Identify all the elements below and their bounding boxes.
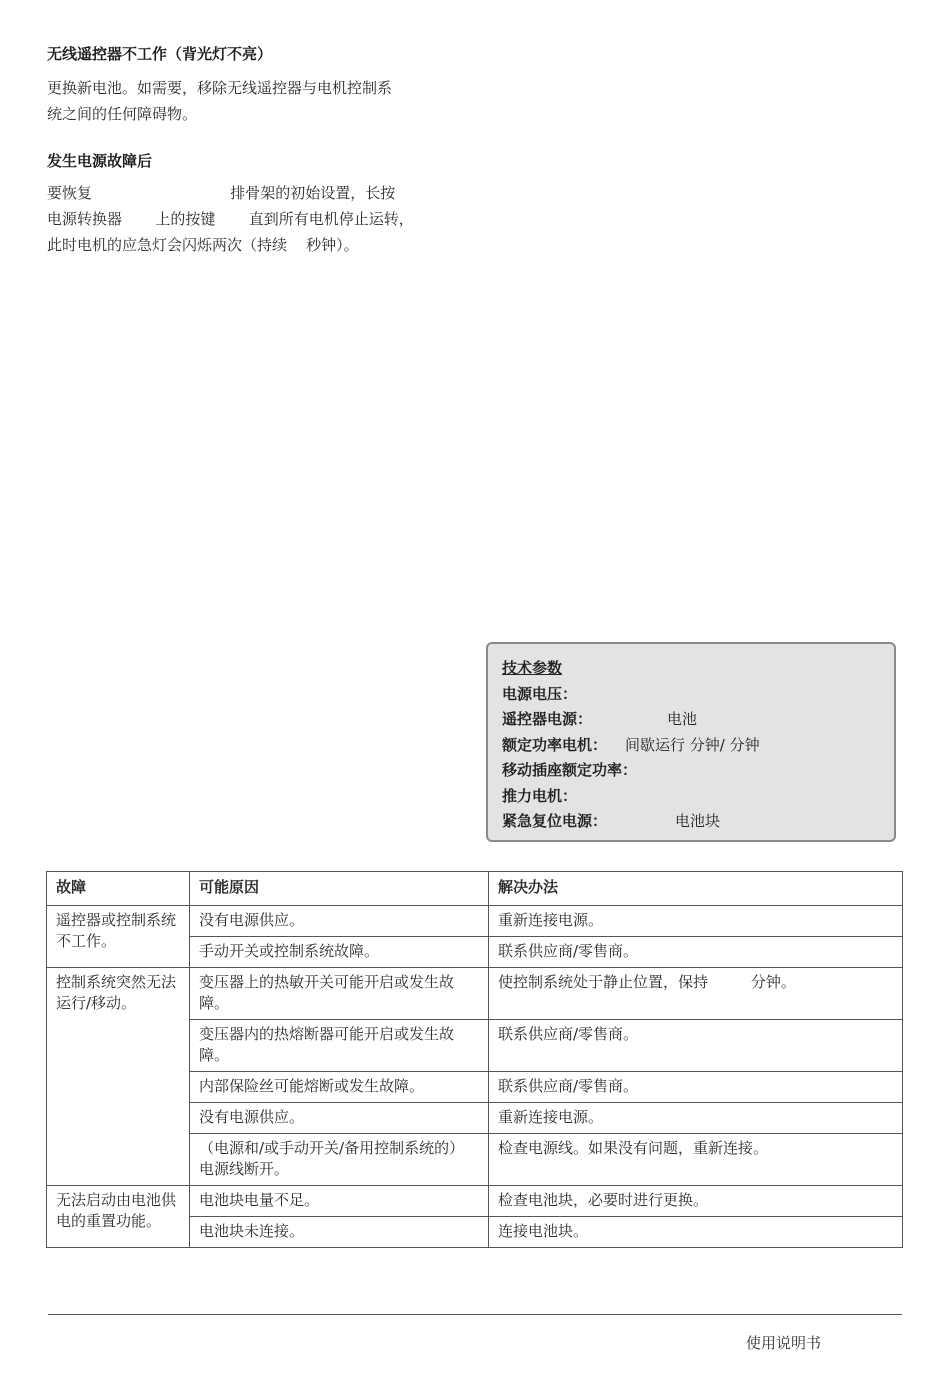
tech-spec-box [486, 642, 896, 842]
cause-cell: 内部保险丝可能熔断或发生故障。 [190, 1072, 489, 1103]
section-text-remote [47, 75, 477, 127]
text-line: 电源转换器 上的按键 直到所有电机停止运转， [47, 210, 414, 228]
spec-title: 技术参数 [502, 659, 563, 677]
spec-label: 紧急复位电源： [502, 812, 608, 830]
cause-cell: 手动开关或控制系统故障。 [190, 937, 489, 968]
solution-cell: 使控制系统处于静止位置，保持 分钟。 [489, 968, 903, 1020]
spec-value: 电池 [667, 710, 698, 728]
table-header-row [47, 872, 903, 906]
cause-cell: 电池块电量不足。 [190, 1186, 489, 1217]
solution-cell: 连接电池块。 [489, 1217, 903, 1248]
spec-value: 电池块 [675, 812, 721, 830]
spec-label: 电源电压： [502, 684, 578, 703]
cause-cell: （电源和/或手动开关/备用控制系统的）电源线断开。 [190, 1134, 489, 1186]
footer-manual-label: 使用说明书 [746, 1334, 822, 1352]
table-row [47, 906, 903, 937]
fault-cell: 无法启动由电池供电的重置功能。 [47, 1186, 190, 1248]
table-row [47, 968, 903, 1020]
fault-cell: 控制系统突然无法运行/移动。 [47, 968, 190, 1186]
table-row [47, 1186, 903, 1217]
spec-row-voltage [502, 682, 880, 708]
text-line: 更换新电池。如需要，移除无线遥控器与电机控制系 [47, 79, 393, 97]
spec-row-emergency-power [502, 809, 880, 835]
cause-cell: 变压器内的热熔断器可能开启或发生故障。 [190, 1020, 489, 1072]
solution-cell: 检查电源线。如果没有问题，重新连接。 [489, 1134, 903, 1186]
spec-label: 遥控器电源： [502, 710, 593, 728]
section-title-remote: 无线遥控器不工作（背光灯不亮） [47, 45, 273, 63]
solution-cell: 重新连接电源。 [489, 1103, 903, 1134]
text-line: 要恢复 排骨架的初始设置，长按 [47, 184, 396, 202]
solution-cell: 联系供应商/零售商。 [489, 1020, 903, 1072]
header-solution: 解决办法 [489, 872, 903, 906]
solution-cell: 联系供应商/零售商。 [489, 1072, 903, 1103]
fault-cell: 遥控器或控制系统不工作。 [47, 906, 190, 968]
spec-row-remote-power [502, 707, 880, 733]
spec-row-socket-rating [502, 758, 880, 784]
solution-cell: 联系供应商/零售商。 [489, 937, 903, 968]
solution-cell: 重新连接电源。 [489, 906, 903, 937]
spec-label: 额定功率电机： [502, 735, 608, 754]
spec-label: 移动插座额定功率： [502, 761, 638, 779]
spec-title-row [502, 656, 880, 682]
header-cause: 可能原因 [190, 872, 489, 906]
spec-label: 推力电机： [502, 786, 578, 805]
cause-cell: 变压器上的热敏开关可能开启或发生故障。 [190, 968, 489, 1020]
header-fault: 故障 [47, 872, 190, 906]
text-line: 统之间的任何障碍物。 [47, 105, 198, 123]
text-line: 此时电机的应急灯会闪烁两次（持续 秒钟）。 [47, 236, 359, 254]
troubleshooting-table [46, 871, 903, 1248]
spec-value: 间歇运行 分钟/ 分钟 [625, 735, 760, 754]
section-text-power-failure [47, 180, 477, 258]
cause-cell: 电池块未连接。 [190, 1217, 489, 1248]
footer-divider [48, 1314, 902, 1315]
spec-row-motor-rating [502, 733, 880, 759]
cause-cell: 没有电源供应。 [190, 906, 489, 937]
solution-cell: 检查电池块，必要时进行更换。 [489, 1186, 903, 1217]
section-title-power-failure: 发生电源故障后 [47, 152, 153, 170]
cause-cell: 没有电源供应。 [190, 1103, 489, 1134]
spec-row-thrust-motor [502, 784, 880, 810]
